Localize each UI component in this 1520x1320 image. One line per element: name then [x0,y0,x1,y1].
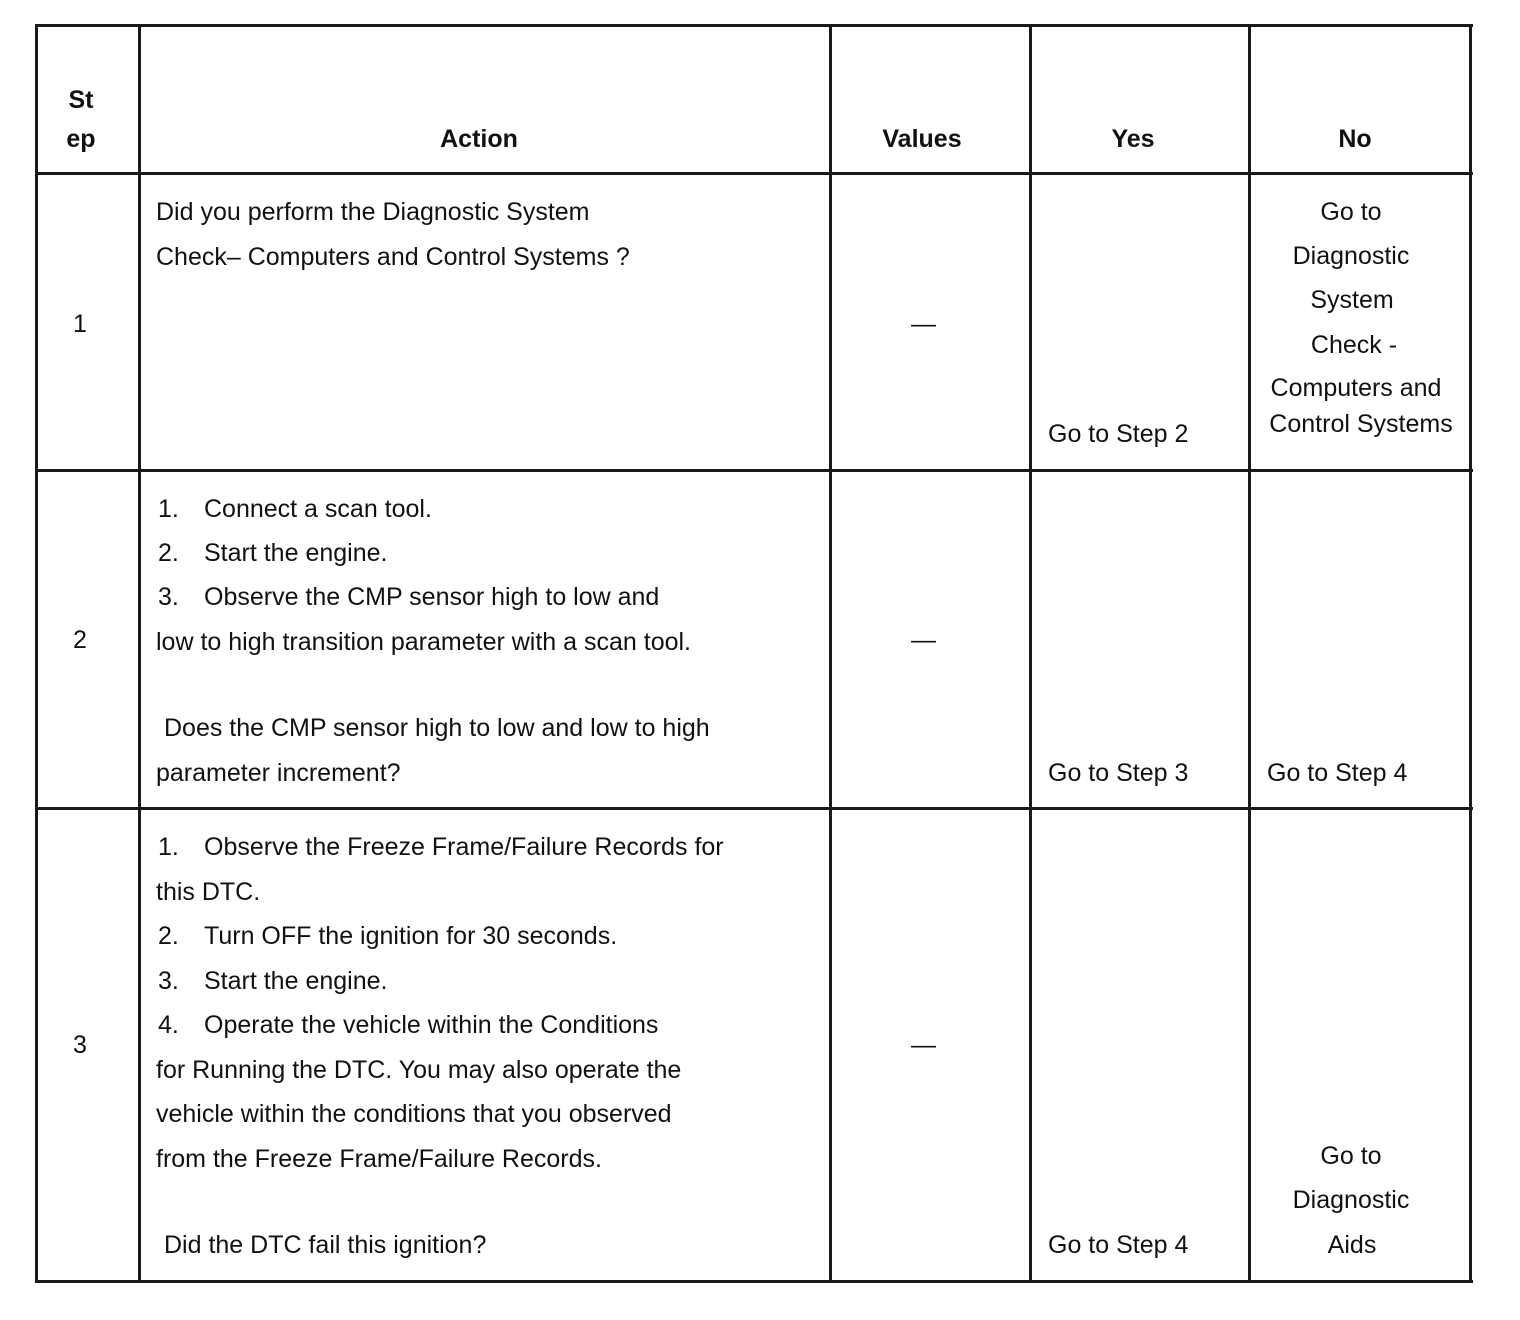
header-step-line2: ep [66,125,96,153]
no-result-line: System [1310,286,1394,314]
table-border-left [35,25,38,1283]
no-result-line: Check - [1310,331,1398,359]
action-line: low to high transition parameter with a scan tool. [156,628,691,656]
column-divider-values [1029,25,1032,1283]
row-divider-1 [35,469,1473,472]
column-divider-yes [1248,25,1251,1283]
action-line: Connect a scan tool. [204,495,432,523]
header-action: Action [440,125,518,153]
list-number: 1. [158,495,179,523]
no-result-line: Control Systems [1269,410,1453,438]
step-number: 3 [73,1031,87,1059]
no-result-line: Aids [1327,1231,1377,1259]
action-line: Operate the vehicle within the Conditions [204,1011,659,1039]
values-dash: — [911,626,936,654]
list-number: 4. [158,1011,179,1039]
action-line: vehicle within the conditions that you observed [156,1100,672,1128]
table-border-right [1469,25,1472,1283]
action-line: Observe the Freeze Frame/Failure Records for [204,833,724,861]
action-line: Observe the CMP sensor high to low and [204,583,660,611]
action-line: Turn OFF the ignition for 30 seconds. [204,922,618,950]
header-values: Values [882,125,962,153]
no-result-line: Diagnostic [1292,242,1410,270]
list-number: 2. [158,922,179,950]
yes-result: Go to Step 3 [1048,759,1189,787]
action-line: Start the engine. [204,967,388,995]
action-question: Did the DTC fail this ignition? [164,1231,487,1259]
action-line: from the Freeze Frame/Failure Records. [156,1145,602,1173]
yes-result: Go to Step 2 [1048,420,1189,448]
action-line: Check– Computers and Control Systems ? [156,243,630,271]
step-number: 1 [73,310,87,338]
table-border-top [35,24,1473,27]
step-number: 2 [73,626,87,654]
header-step-line1: St [68,86,94,114]
list-number: 3. [158,583,179,611]
table-border-bottom [35,1280,1473,1283]
column-divider-action [829,25,832,1283]
no-result-line: Computers and [1270,374,1442,402]
action-question: Does the CMP sensor high to low and low to high [164,714,710,742]
no-result-line: Diagnostic [1292,1186,1410,1214]
yes-result: Go to Step 4 [1048,1231,1189,1259]
values-dash: — [911,310,936,338]
list-number: 3. [158,967,179,995]
no-result: Go to Step 4 [1267,759,1408,787]
header-divider [35,172,1473,175]
header-no: No [1338,125,1372,153]
action-line: Start the engine. [204,539,388,567]
list-number: 1. [158,833,179,861]
no-result-line: Go to [1320,1142,1382,1170]
header-yes: Yes [1111,125,1155,153]
action-line: Did you perform the Diagnostic System [156,198,590,226]
values-dash: — [911,1031,936,1059]
list-number: 2. [158,539,179,567]
action-line: this DTC. [156,878,261,906]
row-divider-2 [35,807,1473,810]
column-divider-step [138,25,141,1283]
action-question: parameter increment? [156,759,401,787]
action-line: for Running the DTC. You may also operate the [156,1056,682,1084]
no-result-line: Go to [1320,198,1382,226]
